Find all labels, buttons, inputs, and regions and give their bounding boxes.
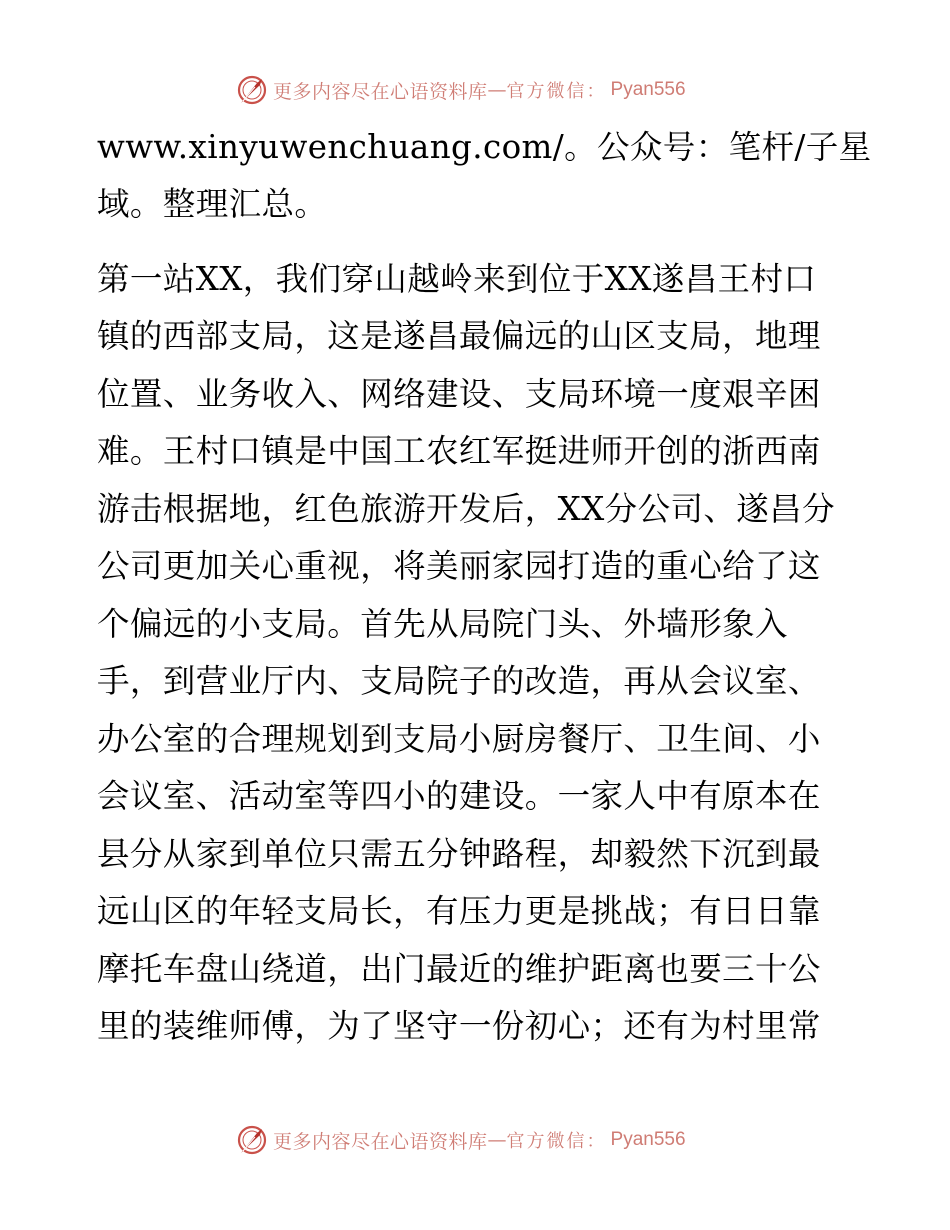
text-line: 摩托车盘山绕道，出门最近的维护距离也要三十公 bbox=[97, 950, 821, 988]
quill-pen-seal-icon bbox=[235, 1123, 269, 1157]
watermark-title: 更多内容尽在心语资料库 bbox=[273, 1130, 488, 1153]
text-line: 域。整理汇总。 bbox=[97, 185, 328, 223]
text-line: 个偏远的小支局。首先从局院门头、外墙形象入 bbox=[97, 605, 788, 643]
text-line: 会议室、活动室等四小的建设。一家人中有原本在 bbox=[97, 777, 821, 815]
text-line: 位置、业务收入、网络建设、支局环境一度艰辛困 bbox=[97, 375, 821, 413]
text-line: 难。王村口镇是中国工农红军挺进师开创的浙西南 bbox=[97, 432, 821, 470]
watermark-dash: — bbox=[487, 79, 507, 101]
text-line: 镇的西部支局，这是遂昌最偏远的山区支局，地理 bbox=[97, 317, 821, 355]
watermark-title: 更多内容尽在心语资料库 bbox=[273, 80, 488, 103]
text-line: www.xinyuwenchuang.com/。公众号：笔杆/子星 bbox=[97, 128, 872, 166]
text-line: 远山区的年轻支局长，有压力更是挑战；有日日靠 bbox=[97, 892, 821, 930]
watermark-wechat-label: 官方微信： bbox=[506, 81, 607, 102]
text-line: 县分从家到单位只需五分钟路程，却毅然下沉到最 bbox=[97, 835, 821, 873]
text-line: 游击根据地，红色旅游开发后，XX分公司、遂昌分 bbox=[97, 490, 835, 528]
quill-pen-seal-icon bbox=[235, 73, 269, 107]
text-line: 手，到营业厅内、支局院子的改造，再从会议室、 bbox=[97, 662, 821, 700]
text-line: 办公室的合理规划到支局小厨房餐厅、卫生间、小 bbox=[97, 720, 821, 758]
text-line: 第一站XX，我们穿山越岭来到位于XX遂昌王村口 bbox=[97, 260, 817, 298]
watermark-wechat-label: 官方微信： bbox=[506, 1131, 607, 1152]
header-watermark bbox=[235, 72, 686, 108]
watermark-wechat-id: Pyan556 bbox=[610, 1129, 686, 1150]
watermark-dash: — bbox=[487, 1129, 507, 1151]
text-line: 里的装维师傅，为了坚守一份初心；还有为村里常 bbox=[97, 1007, 821, 1045]
footer-watermark bbox=[235, 1122, 686, 1158]
text-line: 公司更加关心重视，将美丽家园打造的重心给了这 bbox=[97, 547, 821, 585]
watermark-wechat-id: Pyan556 bbox=[610, 79, 686, 100]
